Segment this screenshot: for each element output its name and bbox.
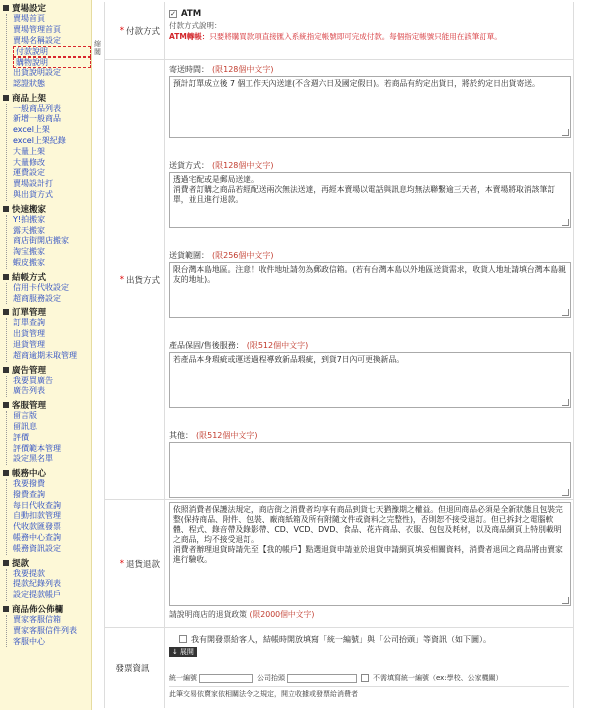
sidebar-item[interactable]: 我要提款 <box>13 569 91 580</box>
sidebar-item[interactable]: 一般商品列表 <box>13 104 91 115</box>
shipping-field <box>169 340 571 408</box>
sidebar-section <box>3 92 91 201</box>
returns-note: 請說明商店的退貨政策 (限2000個中文字) <box>169 610 315 619</box>
returns-row <box>105 500 573 628</box>
section-bullet-icon <box>3 470 9 476</box>
sidebar-item[interactable]: 淘宝搬家 <box>13 247 91 258</box>
sidebar-item[interactable]: 賣家客服信箱 <box>13 615 91 626</box>
shipping-field <box>169 160 571 228</box>
shipping-row <box>105 60 573 500</box>
sidebar-item[interactable]: 購物說明 <box>13 57 91 68</box>
sidebar-item[interactable]: excel上架 <box>13 125 91 136</box>
section-bullet-icon <box>3 309 9 315</box>
sidebar-item[interactable]: 自動扣款管理 <box>13 511 91 522</box>
sidebar-item[interactable]: 蝦皮搬家 <box>13 258 91 269</box>
sidebar-section-title: 訂單管理 <box>3 306 91 318</box>
sidebar-item[interactable]: 提款紀錄列表 <box>13 579 91 590</box>
sidebar-section <box>3 203 91 269</box>
sidebar-item[interactable]: 廣告列表 <box>13 386 91 397</box>
sidebar-section-title: 商品佈公佈欄 <box>3 603 91 615</box>
sidebar-item[interactable]: excel上架紀錄 <box>13 136 91 147</box>
sidebar-item[interactable]: 付款說明 <box>13 46 91 57</box>
sidebar-item[interactable]: 訂單查詢 <box>13 318 91 329</box>
sidebar-item[interactable]: 商店街開店搬家 <box>13 236 91 247</box>
payment-note: ATM轉帳：只要將購買款項直接匯入系統指定帳號即可完成付款。每個指定帳號只能用在該筆訂單。 <box>169 32 502 41</box>
shipping-textarea[interactable]: 若產品本身瑕疵或運送過程導致新品瑕疵，到貨7日內可更換新品。 <box>169 352 571 408</box>
sidebar-item[interactable]: 帳務資訊設定 <box>13 544 91 555</box>
sidebar-item[interactable]: 大量上架 <box>13 147 91 158</box>
shipping-field <box>169 430 571 498</box>
shipping-textarea[interactable]: 透過宅配或是郵局送達。 消費者訂購之商品若經配送兩次無法送達，再經本賣場以電話與訊息均無法聯繫逾三天者，本賣場將取消該筆訂單，並且進行退款。 <box>169 172 571 228</box>
section-bullet-icon <box>3 402 9 408</box>
sidebar-item[interactable]: 客服中心 <box>13 637 91 648</box>
sidebar-section-title: 廣告管理 <box>3 364 91 376</box>
sidebar-item[interactable]: 我要撥費 <box>13 479 91 490</box>
company-input[interactable] <box>287 674 357 683</box>
tax-id-label: 統一編號 <box>169 674 197 682</box>
sidebar-section <box>3 557 91 601</box>
sidebar-item[interactable]: 露天搬家 <box>13 226 91 237</box>
shipping-field-title: 送貨範圍： (限256個中文字) <box>169 251 274 260</box>
shipping-textarea[interactable] <box>169 442 571 498</box>
sidebar-section-title: 賣場設定 <box>3 2 91 14</box>
invoice-footer: 此筆交易依賣家依相關法令之規定，開立收據或發票給消費者 <box>169 686 569 699</box>
sidebar-section-title: 快速搬家 <box>3 203 91 215</box>
company-label: 公司抬頭 <box>257 674 285 682</box>
sidebar-item[interactable]: 設定黑名單 <box>13 454 91 465</box>
invoice-check-text: 我有開發票給客人，結帳時開放填寫「統一編號」與「公司抬頭」等資訊（如下圖）。 <box>191 634 491 644</box>
invoice-preview <box>169 673 569 683</box>
sidebar-item[interactable]: 超商逾期未取管理 <box>13 351 91 362</box>
sidebar-item[interactable]: 新增一般商品 <box>13 114 91 125</box>
payment-label: * 付款方式 <box>105 2 165 59</box>
shipping-field-title: 產品保固/售後服務： (限512個中文字) <box>169 341 309 350</box>
sidebar-item[interactable]: 運費設定 <box>13 168 91 179</box>
sidebar-item[interactable]: Y!拍搬家 <box>13 215 91 226</box>
shipping-field <box>169 64 571 138</box>
sidebar-section <box>3 364 91 398</box>
section-bullet-icon <box>3 560 9 566</box>
sidebar-item[interactable]: 賣場首頁 <box>13 14 91 25</box>
atm-checkbox[interactable]: ✓ <box>170 10 176 18</box>
sidebar-item[interactable]: 與出貨方式 <box>13 190 91 201</box>
sidebar-section-title: 提款 <box>3 557 91 569</box>
section-bullet-icon <box>3 206 9 212</box>
payment-row <box>105 2 573 60</box>
no-tax-id-checkbox[interactable] <box>361 674 369 682</box>
sidebar-item[interactable]: 留訊息 <box>13 422 91 433</box>
sidebar-item[interactable]: 退貨管理 <box>13 340 91 351</box>
sidebar-menu <box>0 0 92 710</box>
seller-settings-form <box>104 2 574 708</box>
sidebar-item[interactable]: 賣家客服信件列表 <box>13 626 91 637</box>
sidebar-item[interactable]: 撥費查詢 <box>13 490 91 501</box>
sidebar-item[interactable]: 評價範本管理 <box>13 444 91 455</box>
sidebar-item[interactable]: 超商服務設定 <box>13 294 91 305</box>
shipping-field-title: 其他： (限512個中文字) <box>169 431 258 440</box>
sidebar-section-title: 商品上架 <box>3 92 91 104</box>
no-tax-id-label: 不需填寫統一編號（ex:學校、公家機關） <box>373 674 503 682</box>
section-bullet-icon <box>3 95 9 101</box>
sidebar-item[interactable]: 每日代收查詢 <box>13 501 91 512</box>
sidebar-item[interactable]: 出貨管理 <box>13 329 91 340</box>
sidebar-item[interactable]: 賣場名稱設定 <box>13 36 91 47</box>
shipping-field-title: 寄送時間： (限128個中文字) <box>169 65 274 74</box>
sidebar-item[interactable]: 認證狀態 <box>13 79 91 90</box>
shipping-textarea[interactable]: 限台灣本島地區。注意！收件地址請勿為郵政信箱。(若有台灣本島以外地區送貨需求，收貨人地址請填台灣本島親友的地址)。 <box>169 262 571 318</box>
sidebar-item[interactable]: 留言版 <box>13 411 91 422</box>
sidebar-item[interactable]: 信用卡代收設定 <box>13 283 91 294</box>
sidebar-item[interactable]: 設定提款帳戶 <box>13 590 91 601</box>
sidebar-item[interactable]: 賣場管理首頁 <box>13 25 91 36</box>
shipping-field <box>169 250 571 318</box>
sidebar-item[interactable]: 評價 <box>13 433 91 444</box>
sidebar-section <box>3 603 91 647</box>
sidebar-section <box>3 271 91 305</box>
expand-button[interactable]: ↓ 展開 <box>169 647 197 657</box>
sidebar-section <box>3 399 91 465</box>
shipping-textarea[interactable]: 預計訂單成立後 7 個工作天內送達(不含週六日及國定假日)。若商品有約定出貨日，將於約定日出貨寄送。 <box>169 76 571 138</box>
sidebar-item[interactable]: 帳務中心查詢 <box>13 533 91 544</box>
invoice-row <box>105 628 573 708</box>
returns-label: * 退貨退款 <box>105 500 165 627</box>
sidebar-section <box>3 2 91 90</box>
sidebar-item[interactable]: 大量修改 <box>13 158 91 169</box>
sidebar-section <box>3 306 91 361</box>
tax-id-input[interactable] <box>199 674 253 683</box>
invoice-label: 發票資訊 <box>105 628 165 708</box>
invoice-checkbox[interactable] <box>179 635 187 643</box>
sidebar-item[interactable]: 賣場設計打 <box>13 179 91 190</box>
sidebar-section-title: 客服管理 <box>3 399 91 411</box>
sidebar-item[interactable]: 出貨說明設定 <box>13 68 91 79</box>
collapse-handle[interactable]: 縮闔 <box>94 40 101 56</box>
sidebar-section-title: 結帳方式 <box>3 271 91 283</box>
section-bullet-icon <box>3 274 9 280</box>
atm-label: ATM <box>181 9 202 19</box>
shipping-label: * 出貨方式 <box>105 60 165 499</box>
sidebar-section-title: 帳務中心 <box>3 467 91 479</box>
section-bullet-icon <box>3 5 9 11</box>
shipping-field-title: 送貨方式： (限128個中文字) <box>169 161 274 170</box>
sidebar-section <box>3 467 91 555</box>
section-bullet-icon <box>3 367 9 373</box>
sidebar-item[interactable]: 我要買廣告 <box>13 376 91 387</box>
returns-textarea[interactable]: 依照消費者保護法規定，商店街之消費者均享有商品到貨七天猶豫期之權益。但退回商品必須是全新狀態且包裝完整(保持商品、附件、包裝、廠商紙箱及所有附隨文件或資料之完整性)，否則恕不接受退訂。但已拆封之電腦軟體、程式、錄音帶及錄影帶、CD、VCD、DVD、食品、花卉商品、衣服、包包及耗材，以及商品網頁上特別載明之商品，均不接受退訂。 消費者辦理退貨時請先至【我的帳戶】點選退貨申請並於退貨申請網頁填妥相關資料，消費者退回之商品將由賣家進行驗收。 <box>169 502 571 606</box>
payment-desc-label: 付款方式說明： <box>169 21 222 30</box>
sidebar-item[interactable]: 代收款匯發票 <box>13 522 91 533</box>
section-bullet-icon <box>3 606 9 612</box>
